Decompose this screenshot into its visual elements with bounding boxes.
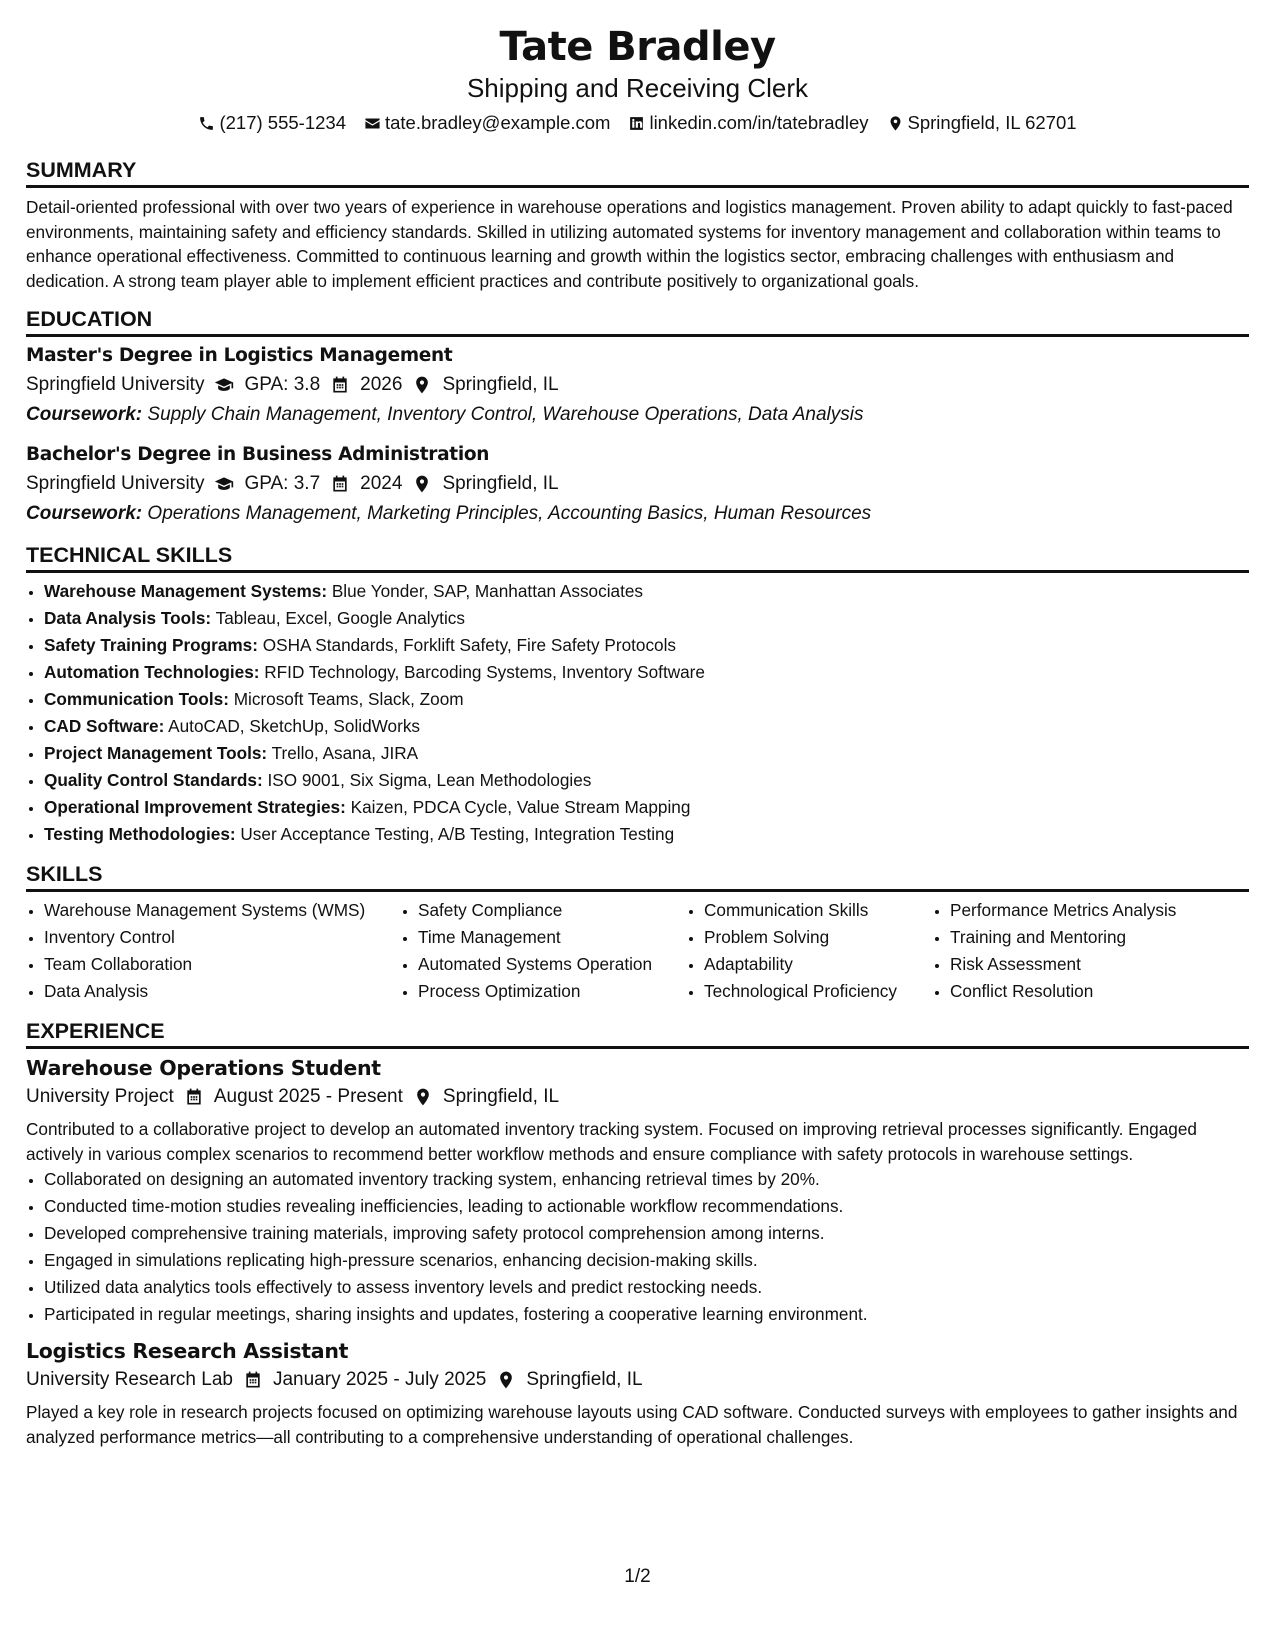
- job-org: University Research Lab: [26, 1369, 233, 1390]
- contact-linkedin[interactable]: [628, 111, 868, 135]
- skills-column: [932, 897, 1214, 1005]
- job-location-item: [413, 1083, 559, 1111]
- list-item: • Training and Mentoring: [950, 924, 1214, 951]
- skill-category: Operational Improvement Strategies:: [44, 797, 346, 817]
- envelope-icon: [364, 115, 381, 132]
- list-item: • Process Optimization: [418, 978, 686, 1005]
- year-item: [330, 470, 402, 498]
- skill-values: ISO 9001, Six Sigma, Lean Methodologies: [267, 770, 592, 790]
- summary-text: Detail-oriented professional with over two years of experience in warehouse operations and logistics management. Proven ability to adapt quickly to fast-paced environments, maintaining safety and efficiency standards. Skilled in utilizing automated systems for inventory management and collaboration within teams to enhance operational effectiveness. Committed to continuous learning and growth within the logistics sector, embracing challenges with enthusiasm and dedication. A strong team player able to implement efficient practices and contribute positively to organizational goals.: [26, 197, 1233, 291]
- education-entry: [26, 343, 1249, 429]
- list-item: • Data Analysis: [44, 978, 400, 1005]
- list-item: • Participated in regular meetings, sharing insights and updates, fostering a cooperative learning environment.: [44, 1301, 1249, 1328]
- section-title-technical-skills: TECHNICAL SKILLS: [26, 542, 1249, 573]
- job-title: Warehouse Operations Student: [26, 1056, 381, 1080]
- year-text: 2024: [360, 473, 403, 494]
- gpa-item: [214, 371, 320, 399]
- contact-location: [887, 111, 1077, 135]
- list-item: • Conflict Resolution: [950, 978, 1214, 1005]
- job-location: Springfield, IL: [442, 1086, 560, 1107]
- list-item: • Team Collaboration: [44, 951, 400, 978]
- job-location-item: [496, 1366, 642, 1394]
- resume-page: [26, 22, 1249, 1449]
- job-location: Springfield, IL: [526, 1369, 643, 1390]
- skill-category: Data Analysis Tools:: [44, 608, 212, 628]
- skill-values: AutoCAD, SketchUp, SolidWorks: [168, 716, 421, 736]
- skills-column: [26, 897, 400, 1005]
- skill-category: Communication Tools:: [44, 689, 229, 709]
- list-item: [44, 659, 1249, 686]
- map-pin-icon: [887, 115, 904, 132]
- job-org: University Project: [26, 1086, 174, 1107]
- skill-category: Warehouse Management Systems:: [44, 581, 328, 601]
- skill-values: Tableau, Excel, Google Analytics: [215, 608, 465, 628]
- list-item: • Engaged in simulations replicating high-pressure scenarios, enhancing decision-making skills.: [44, 1247, 1249, 1274]
- skill-values: User Acceptance Testing, A/B Testing, Integration Testing: [240, 824, 675, 844]
- skills-column: [400, 897, 686, 1005]
- list-item: [44, 686, 1249, 713]
- skill-values: Microsoft Teams, Slack, Zoom: [233, 689, 464, 709]
- year-item: [330, 371, 402, 399]
- job-description: Contributed to a collaborative project to develop an automated inventory tracking system. Focused on improving retrieval processes significantly. Engaged actively in various complex scenarios to recommend better workflow methods and ensure compliance with safety protocols in warehouse settings.: [26, 1119, 1197, 1164]
- list-item: [44, 713, 1249, 740]
- phone-icon: [198, 115, 215, 132]
- degree-meta: [26, 470, 1249, 498]
- skills-section: [26, 861, 1249, 1005]
- calendar-icon: [330, 474, 350, 494]
- job-meta: [26, 1366, 1249, 1394]
- linkedin-text[interactable]: linkedin.com/in/tatebradley: [649, 112, 869, 133]
- list-item: [44, 632, 1249, 659]
- technical-skills-list: [26, 578, 1249, 848]
- list-item: • Collaborated on designing an automated inventory tracking system, enhancing retrieval times by 20%.: [44, 1166, 1249, 1193]
- calendar-icon: [330, 375, 350, 395]
- coursework-text: Operations Management, Marketing Principles, Accounting Basics, Human Resources: [147, 503, 872, 524]
- list-item: • Technological Proficiency: [704, 978, 932, 1005]
- job-meta: [26, 1083, 1249, 1111]
- job-title: Logistics Research Assistant: [26, 1339, 349, 1363]
- calendar-icon: [243, 1370, 263, 1390]
- page-number: 1/2: [624, 1566, 651, 1587]
- school-name: Springfield University: [26, 473, 205, 494]
- graduation-cap-icon: [214, 375, 234, 395]
- list-item: • Developed comprehensive training materials, improving safety protocol comprehension among interns.: [44, 1220, 1249, 1247]
- skill-values: RFID Technology, Barcoding Systems, Inventory Software: [264, 662, 705, 682]
- degree-title: Master's Degree in Logistics Management: [26, 345, 453, 366]
- job-bullets: [26, 1166, 1249, 1328]
- job-dates: August 2025 - Present: [213, 1086, 403, 1107]
- edu-location-item: [412, 371, 558, 399]
- skills-grid: [26, 897, 1249, 1005]
- section-title-skills: SKILLS: [26, 861, 1249, 892]
- email-text[interactable]: tate.bradley@example.com: [384, 112, 611, 133]
- skill-values: Blue Yonder, SAP, Manhattan Associates: [331, 581, 644, 601]
- gpa-item: [214, 470, 320, 498]
- graduation-cap-icon: [214, 474, 234, 494]
- edu-location-item: [412, 470, 558, 498]
- school-name: Springfield University: [26, 374, 205, 395]
- list-item: [44, 740, 1249, 767]
- section-title-education: EDUCATION: [26, 306, 1249, 337]
- list-item: [44, 767, 1249, 794]
- list-item: • Conducted time-motion studies revealing inefficiencies, leading to actionable workflow recommendations.: [44, 1193, 1249, 1220]
- skill-category: Quality Control Standards:: [44, 770, 263, 790]
- skill-category: Project Management Tools:: [44, 743, 268, 763]
- edu-location-text: Springfield, IL: [442, 374, 559, 395]
- list-item: • Automated Systems Operation: [418, 951, 686, 978]
- job-dates: January 2025 - July 2025: [272, 1369, 487, 1390]
- list-item: • Utilized data analytics tools effectively to assess inventory levels and predict restocking needs.: [44, 1274, 1249, 1301]
- list-item: • Warehouse Management Systems (WMS): [44, 897, 400, 924]
- gpa-text: GPA: 3.8: [244, 374, 321, 395]
- skill-values: Trello, Asana, JIRA: [271, 743, 419, 763]
- list-item: • Performance Metrics Analysis: [950, 897, 1214, 924]
- experience-entry: [26, 1053, 1249, 1328]
- skills-column: [686, 897, 932, 1005]
- list-item: • Safety Compliance: [418, 897, 686, 924]
- job-dates-item: [243, 1366, 486, 1394]
- map-pin-icon: [412, 474, 432, 494]
- section-title-summary: SUMMARY: [26, 157, 1249, 188]
- map-pin-icon: [496, 1370, 516, 1390]
- skill-values: OSHA Standards, Forklift Safety, Fire Safety Protocols: [262, 635, 677, 655]
- list-item: [44, 578, 1249, 605]
- contact-email[interactable]: [364, 111, 610, 135]
- candidate-role: Shipping and Receiving Clerk: [466, 73, 809, 103]
- location-text: Springfield, IL 62701: [907, 112, 1077, 133]
- experience-section: [26, 1018, 1249, 1449]
- degree-meta: [26, 371, 1249, 399]
- section-title-experience: EXPERIENCE: [26, 1018, 1249, 1049]
- list-item: • Inventory Control: [44, 924, 400, 951]
- list-item: • Problem Solving: [704, 924, 932, 951]
- map-pin-icon: [413, 1087, 433, 1107]
- coursework-text: Supply Chain Management, Inventory Control, Warehouse Operations, Data Analysis: [147, 404, 864, 425]
- phone-text: (217) 555-1234: [219, 112, 346, 133]
- coursework: [26, 500, 1249, 528]
- candidate-name: Tate Bradley: [499, 24, 776, 70]
- job-dates-item: [184, 1083, 403, 1111]
- contact-line: [26, 111, 1249, 135]
- education-entry: [26, 442, 1249, 528]
- list-item: • Risk Assessment: [950, 951, 1214, 978]
- contact-phone: [198, 111, 346, 135]
- job-description: Played a key role in research projects focused on optimizing warehouse layouts using CAD software. Conducted surveys with employees to gather insights and analyzed performance metrics—all contributing to a comprehensive understanding of operational challenges.: [26, 1402, 1238, 1447]
- coursework-label: Coursework:: [26, 503, 143, 524]
- map-pin-icon: [412, 375, 432, 395]
- resume-header: [26, 22, 1249, 135]
- technical-skills-section: [26, 542, 1249, 848]
- linkedin-icon: [628, 115, 645, 132]
- list-item: • Time Management: [418, 924, 686, 951]
- experience-entry: [26, 1336, 1249, 1449]
- skill-category: CAD Software:: [44, 716, 165, 736]
- skill-values: Kaizen, PDCA Cycle, Value Stream Mapping: [350, 797, 691, 817]
- skill-category: Safety Training Programs:: [44, 635, 258, 655]
- coursework-label: Coursework:: [26, 404, 143, 425]
- list-item: • Communication Skills: [704, 897, 932, 924]
- list-item: [44, 821, 1249, 848]
- skill-category: Automation Technologies:: [44, 662, 260, 682]
- calendar-icon: [184, 1087, 204, 1107]
- list-item: [44, 794, 1249, 821]
- list-item: [44, 605, 1249, 632]
- year-text: 2026: [360, 374, 403, 395]
- education-section: [26, 306, 1249, 528]
- gpa-text: GPA: 3.7: [244, 473, 321, 494]
- list-item: • Adaptability: [704, 951, 932, 978]
- skill-category: Testing Methodologies:: [44, 824, 236, 844]
- coursework: [26, 401, 1249, 429]
- degree-title: Bachelor's Degree in Business Administration: [26, 444, 490, 465]
- summary-section: [26, 157, 1249, 293]
- edu-location-text: Springfield, IL: [442, 473, 559, 494]
